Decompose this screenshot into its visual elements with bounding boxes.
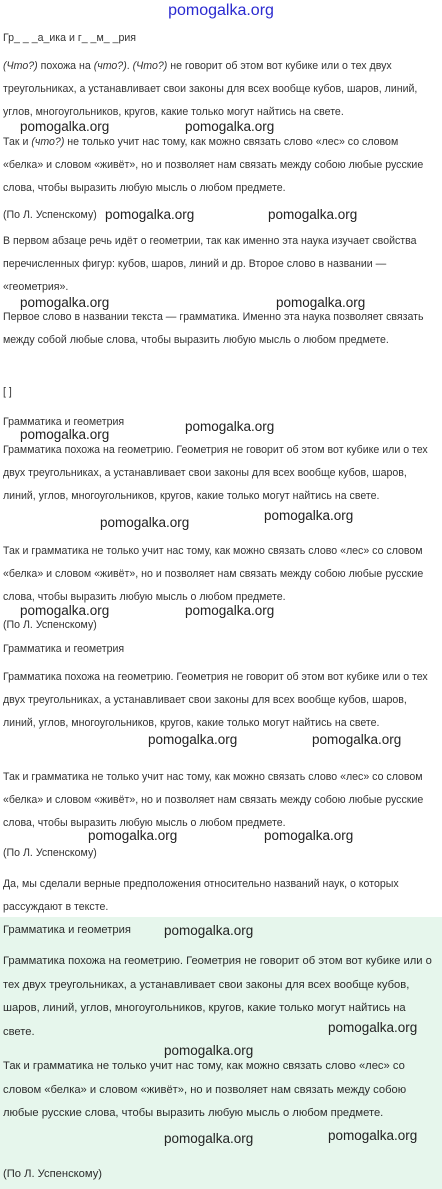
watermark: pomogalka.org (185, 119, 275, 134)
text: похожа на (37, 60, 94, 72)
bracket-placeholder: [ ] (3, 386, 12, 398)
watermark: pomogalka.org (148, 732, 238, 747)
watermark: pomogalka.org (328, 1128, 418, 1143)
watermark: pomogalka.org (20, 427, 110, 442)
blank-3: (Что?) (132, 60, 168, 72)
answer-paragraph-2: Первое слово в названии текста — грамматика. Именно эта наука позволяет связать между собой любые слова, чтобы выразить любую мысль о любом предмете. (3, 311, 424, 346)
blank-2: (что?) (93, 60, 127, 72)
watermark: pomogalka.org (264, 508, 354, 523)
text: . (126, 60, 133, 72)
text: Так и (3, 136, 32, 148)
watermark: pomogalka.org (268, 207, 358, 222)
text-1-paragraph-2: Так и грамматика не только учит нас тому, как можно связать слово «лес» со словом «белка» и словом «живёт», но и позволяет нам связать между собою любые русские слова, чтобы выразить любую мысль о любом предмете. (3, 545, 424, 603)
site-watermark-top: pomogalka.org (168, 2, 274, 19)
task-author: (По Л. Успенскому) (3, 209, 97, 221)
text-title-1: Грамматика и геометрия (3, 416, 125, 428)
watermark: pomogalka.org (312, 732, 402, 747)
text: не только учит нас тому, как можно связать слово «лес» со словом «белка» и словом «живёт», но и позволяет нам связать между собою любые русские слова, чтобы выразить любую мысль о любом предмете. (3, 136, 424, 194)
task-title: Гр_ _ _а_ика и г_ _м_ _рия (3, 32, 137, 44)
task-paragraph-1 (3, 55, 437, 124)
watermark: pomogalka.org (20, 295, 110, 310)
text-title-2: Грамматика и геометрия (3, 643, 125, 655)
watermark: pomogalka.org (164, 923, 254, 938)
watermark: pomogalka.org (88, 828, 178, 843)
text-2-paragraph-2: Так и грамматика не только учит нас тому, как можно связать слово «лес» со словом «белка» и словом «живёт», но и позволяет нам связать между собою любые русские слова, чтобы выразить любую мысль о любом предмете. (3, 771, 424, 829)
final-title: Грамматика и геометрия (3, 924, 131, 936)
watermark: pomogalka.org (20, 119, 110, 134)
answer-paragraph-1: В первом абзаце речь идёт о геометрии, так как именно эта наука изучает свойства перечисленных фигур: кубов, шаров, линий и др. Второе слово в названии — «геометрия». (3, 235, 417, 293)
text: не говорит об этом вот кубике или о тех двух треугольниках, а устанавливает свои законы для всех вообще кубов, шаров, линий, углов, многоугольников, кругов, какие только могут найтись на свете. (3, 60, 418, 118)
watermark: pomogalka.org (105, 207, 195, 222)
watermark: pomogalka.org (328, 1020, 418, 1035)
watermark: pomogalka.org (185, 603, 275, 618)
watermark: pomogalka.org (185, 419, 275, 434)
final-author: (По Л. Успенскому) (3, 1168, 103, 1180)
text-1-author: (По Л. Успенскому) (3, 619, 97, 631)
watermark: pomogalka.org (20, 603, 110, 618)
blank-1: (Что?) (3, 60, 38, 72)
watermark: pomogalka.org (100, 515, 190, 530)
blank-4: (что?) (31, 136, 65, 148)
watermark: pomogalka.org (276, 295, 366, 310)
watermark: pomogalka.org (164, 1131, 254, 1146)
conclusion: Да, мы сделали верные предположения относительно названий наук, о которых рассуждают в тексте. (3, 878, 399, 913)
watermark: pomogalka.org (164, 1043, 254, 1058)
text-1-paragraph-1: Грамматика похожа на геометрию. Геометрия не говорит об этом вот кубике или о тех двух треугольниках, а устанавливает свои законы для всех вообще кубов, шаров, линий, углов, многоугольников, кругов, какие только могут найтись на свете. (3, 444, 428, 502)
task-paragraph-2 (3, 131, 437, 200)
final-paragraph-2: Так и грамматика не только учит нас тому, как можно связать слово «лес» со словом «белка» и словом «живёт», но и позволяет нам связать между собою любые русские слова, чтобы выразить любую мысль о любом предмете. (3, 1060, 407, 1119)
watermark: pomogalka.org (264, 828, 354, 843)
final-paragraph-1: Грамматика похожа на геометрию. Геометрия не говорит об этом вот кубике или о тех двух треугольниках, а устанавливает свои законы для всех вообще кубов, шаров, линий, углов, многоугольников, кругов, какие только могут найтись на свете. (3, 955, 432, 1038)
text-2-paragraph-1: Грамматика похожа на геометрию. Геометрия не говорит об этом вот кубике или о тех двух треугольниках, а устанавливает свои законы для всех вообще кубов, шаров, линий, углов, многоугольников, кругов, какие только могут найтись на свете. (3, 671, 428, 729)
text-2-author: (По Л. Успенскому) (3, 847, 97, 859)
